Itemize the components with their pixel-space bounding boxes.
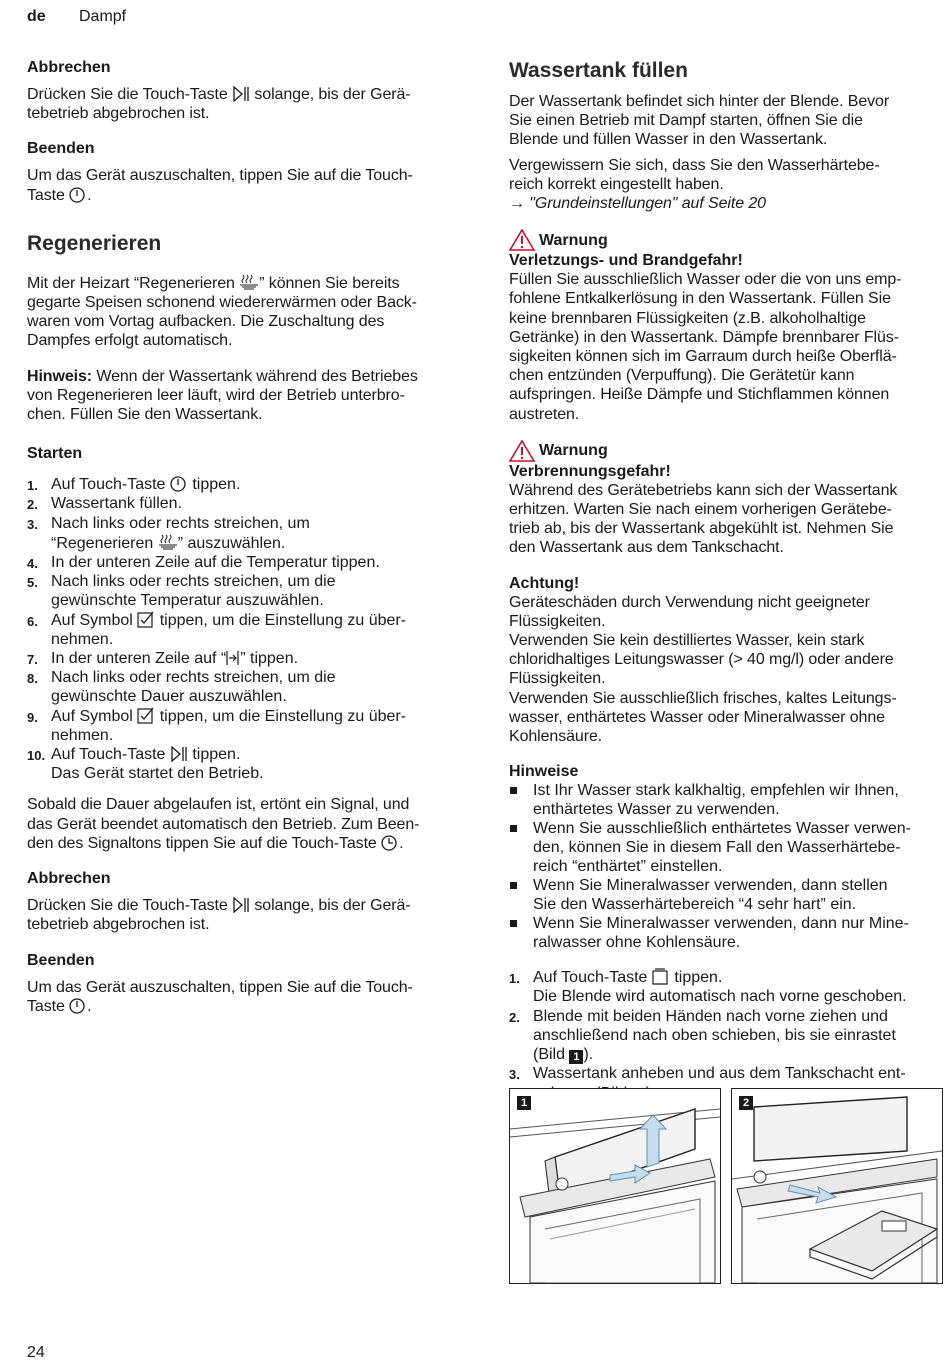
beenden-text-2: Um das Gerät auszuschalten, tippen Sie auf die Touch- Taste . (27, 978, 413, 1015)
figure-2 (731, 1088, 943, 1284)
page-number: 24 (27, 1344, 45, 1361)
achtung-text: Geräteschäden durch Verwendung nicht geeigneter Flüssigkeiten. Verwenden Sie kein destilliertes Wasser, kein stark chloridhaltiges Leitungswasser (> 40 mg/l) oder andere Flüssigkeiten. Verwenden Sie ausschließlich frisches, kaltes Leitungs- wasser, enthärtetes Wasser oder Mineralwasser ohne Kohlensäure. (509, 593, 897, 746)
list-item: 4. In der unteren Zeile auf die Temperatur tippen. (27, 554, 380, 572)
regenerieren-intro: Mit der Heizart “Regenerieren ” können Sie bereits gegarte Speisen schonend wiedererwärmen oder Back- waren vom Vortag aufbacken. Die Zuschaltung des Dampfes erfolgt automatisch. (27, 274, 417, 350)
arrow-right-icon: → (509, 195, 525, 213)
regenerieren-heading: Regenerieren (27, 231, 162, 255)
list-item: Ist Ihr Wasser stark kalkhaltig, empfehlen wir Ihnen, enthärtetes Wasser zu verwenden. (509, 781, 945, 819)
start-stop-icon (232, 897, 250, 913)
list-item: 8. Nach links oder rechts streichen, um die gewünschte Dauer auszuwählen. (27, 669, 336, 706)
list-item: Wenn Sie Mineralwasser verwenden, dann nur Mine- ralwasser ohne Kohlensäure. (509, 914, 945, 952)
wassertank-intro: Der Wassertank befindet sich hinter der Blende. Bevor Sie einen Betrieb mit Dampf starten, öffnen Sie die Blende und füllen Wasser in den Wassertank. (509, 93, 890, 149)
duration-icon (226, 650, 240, 666)
regenerate-icon (239, 273, 259, 291)
list-item: 2. Wassertank füllen. (27, 495, 183, 513)
list-item: Wenn Sie Mineralwasser verwenden, dann stellen Sie den Wasserhärtebereich “4 sehr hart” ein. (509, 876, 945, 914)
list-item: 9. Auf Symbol tippen, um die Einstellung zu über- nehmen. (27, 707, 407, 744)
figure-badge: 1 (569, 1050, 583, 1064)
start-stop-icon (170, 746, 188, 762)
list-item: 1. Auf Touch-Taste tippen. Die Blende wird automatisch nach vorne geschoben. (509, 969, 907, 1006)
right-column (509, 58, 945, 1103)
beenden-heading-2: Beenden (27, 951, 95, 969)
warning-label: Warnung (509, 229, 945, 251)
page-header (27, 6, 126, 28)
warning-triangle-icon (509, 440, 535, 462)
list-item: 10. Auf Touch-Taste tippen. Das Gerät startet den Betrieb. (27, 746, 264, 783)
hinweise-heading: Hinweise (509, 763, 579, 781)
warning-title-2: Verbrennungsgefahr! (509, 462, 671, 480)
figure-label: 1 (517, 1096, 531, 1110)
regenerieren-hinweis: Hinweis: Wenn der Wassertank während des Betriebes von Regenerieren leer läuft, wird der Betrieb unterbro- chen. Füllen Sie den Wassertank. (27, 367, 418, 424)
starten-heading: Starten (27, 445, 83, 463)
abbrechen-text: Drücken Sie die Touch-Taste solange, bis der Gerä- tebetrieb abgebrochen ist. (27, 86, 411, 123)
warning-triangle-icon (509, 229, 535, 251)
signal-text: Sobald die Dauer abgelaufen ist, ertönt ein Signal, und das Gerät beendet automatisch den Betrieb. Zum Been- den des Signaltons tippen Sie auf die Touch-Taste . (27, 796, 420, 852)
power-icon (69, 187, 87, 203)
panel-open-icon (652, 968, 670, 985)
list-item: 3. Nach links oder rechts streichen, um “Regenerieren ” auszuwählen. (27, 514, 310, 552)
abbrechen-heading-2: Abbrechen (27, 870, 111, 888)
list-item: Wenn Sie ausschließlich enthärtetes Wasser verwen- den, können Sie in diesem Fall den Wasserhärtebe- reich “enthärtet” einstellen. (509, 819, 945, 876)
beenden-heading: Beenden (27, 140, 95, 158)
regenerate-icon (158, 533, 178, 551)
hinweise-list (509, 781, 945, 952)
list-item: 6. Auf Symbol tippen, um die Einstellung zu über- nehmen. (27, 611, 407, 648)
power-icon (69, 998, 87, 1014)
timer-icon (381, 834, 399, 851)
abbrechen-text-2: Drücken Sie die Touch-Taste solange, bis der Gerä- tebetrieb abgebrochen ist. (27, 897, 411, 934)
achtung-heading: Achtung! (509, 574, 580, 592)
beenden-text: Um das Gerät auszuschalten, tippen Sie auf die Touch- Taste . (27, 167, 413, 204)
list-item: 2. Blende mit beiden Händen nach vorne ziehen und anschließend nach oben schieben, bis sie einrastet (Bild 1 ). (509, 1007, 896, 1064)
checkbox-icon (137, 611, 155, 628)
warning-title: Verletzungs- und Brandgefahr! (509, 252, 743, 270)
page-reference-link[interactable]: "Grundeinstellungen" auf Seite 20 (529, 195, 766, 213)
abbrechen-heading: Abbrechen (27, 59, 111, 76)
list-item: 3. Wassertank anheben und aus dem Tankschacht ent- (509, 1064, 945, 1102)
starten-steps (27, 475, 467, 783)
wassertank-heading: Wassertank füllen (509, 59, 688, 82)
list-item: 7. In der unteren Zeile auf “ ” tippen. (27, 650, 299, 668)
start-stop-icon (232, 86, 250, 102)
warning-text-2: Während des Gerätebetriebs kann sich der Wassertank erhitzen. Warten Sie nach einem vorherigen Gerätebe- trieb ab, bis der Wassertank abgekühlt ist. Nehmen Sie den Wassertank aus dem Tankschacht. (509, 481, 898, 557)
wasserhaerte-note: Vergewissern Sie sich, dass Sie den Wasserhärtebe- reich korrekt eingestellt haben. → "Grundeinstellungen" auf Seite 20 (509, 156, 880, 213)
oven-panel-illustration (510, 1089, 720, 1283)
figures (509, 1088, 945, 1284)
water-tank-illustration (732, 1089, 942, 1283)
language-code: de (27, 8, 46, 25)
list-item: 1. Auf Touch-Taste tippen. (27, 476, 241, 494)
checkbox-icon (137, 707, 155, 724)
warning-text: Füllen Sie ausschließlich Wasser oder die von uns emp- fohlene Entkalkerlösung in den Wassertank. Füllen Sie keine brennbaren Flüssigkeiten (z.B. alkoholhaltige Getränke) in den Wassertank. Dämpfe brennbarer Flüs- sigkeiten können sich im Garraum durch heiße Oberflä- chen entzünden (Verpuffung). Die Gerätetür kann aufspringen. Heiße Dämpfe und Stichflammen können austreten. (509, 271, 902, 423)
warning-label-2: Warnung (509, 440, 945, 462)
wassertank-steps (509, 968, 945, 1102)
figure-label: 2 (739, 1096, 753, 1110)
section-title: Dampf (79, 8, 127, 25)
list-item: 5. Nach links oder rechts streichen, um die gewünschte Temperatur auszuwählen. (27, 573, 336, 610)
left-column (27, 58, 467, 1016)
power-icon (170, 476, 188, 492)
figure-1 (509, 1088, 721, 1284)
